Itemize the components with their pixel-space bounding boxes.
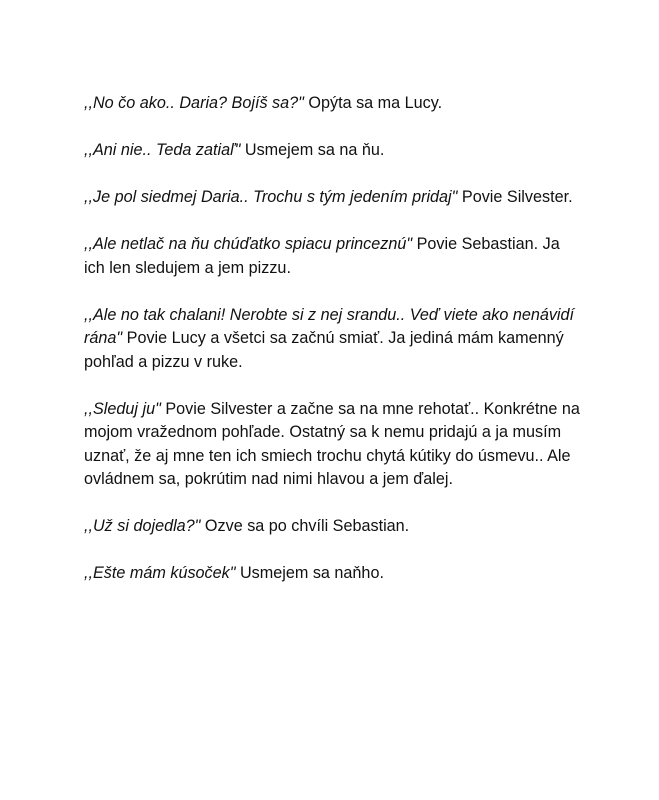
paragraph-7 <box>84 515 584 539</box>
dialogue: ,,Ale netlač na ňu chúďatko spiacu princeznú" <box>84 235 413 253</box>
dialogue: ,,No čo ako.. Daria? Bojíš sa?" <box>84 94 304 112</box>
paragraph-1 <box>84 92 584 116</box>
dialogue: ,,Ale no tak chalani! Nerobte si z nej srandu.. Veď viete ako nenávidí rána" <box>84 305 575 347</box>
narration: Povie Silvester a začne sa na mne rehotať.. Konkrétne na mojom vražednom pohľade. Ostatný sa k nemu pridajú a ja musím uznať, že aj mne ten ich smiech trochu chytá kútiky do úsmevu.. Ale ovládnem sa, pokrútim nad nimi hlavou a jem ďalej. <box>84 399 580 488</box>
story-text <box>84 92 584 609</box>
dialogue: ,,Je pol siedmej Daria.. Trochu s tým jedením pridaj" <box>84 188 458 206</box>
paragraph-5 <box>84 304 584 375</box>
narration: Opýta sa ma Lucy. <box>303 94 443 112</box>
narration: Povie Lucy a všetci sa začnú smiať. Ja jediná mám kamenný pohľad a pizzu v ruke. <box>84 329 564 371</box>
dialogue: ,,Ani nie.. Teda zatiaľ" <box>84 141 241 159</box>
narration: Ozve sa po chvíli Sebastian. <box>200 517 410 535</box>
narration: Usmejem sa na ňu. <box>240 141 385 159</box>
paragraph-2 <box>84 139 584 163</box>
dialogue: ,,Sleduj ju" <box>84 399 161 418</box>
narration: Povie Silvester. <box>457 188 573 206</box>
paragraph-6 <box>84 398 584 492</box>
paragraph-3 <box>84 186 584 210</box>
paragraph-8 <box>84 562 584 586</box>
dialogue: ,,Ešte mám kúsoček" <box>84 564 236 582</box>
narration: Usmejem sa naňho. <box>235 564 384 582</box>
narration: Povie Sebastian. Ja ich len sledujem a jem pizzu. <box>84 235 560 277</box>
dialogue: ,,Už si dojedla?" <box>84 517 201 535</box>
paragraph-4 <box>84 233 584 280</box>
